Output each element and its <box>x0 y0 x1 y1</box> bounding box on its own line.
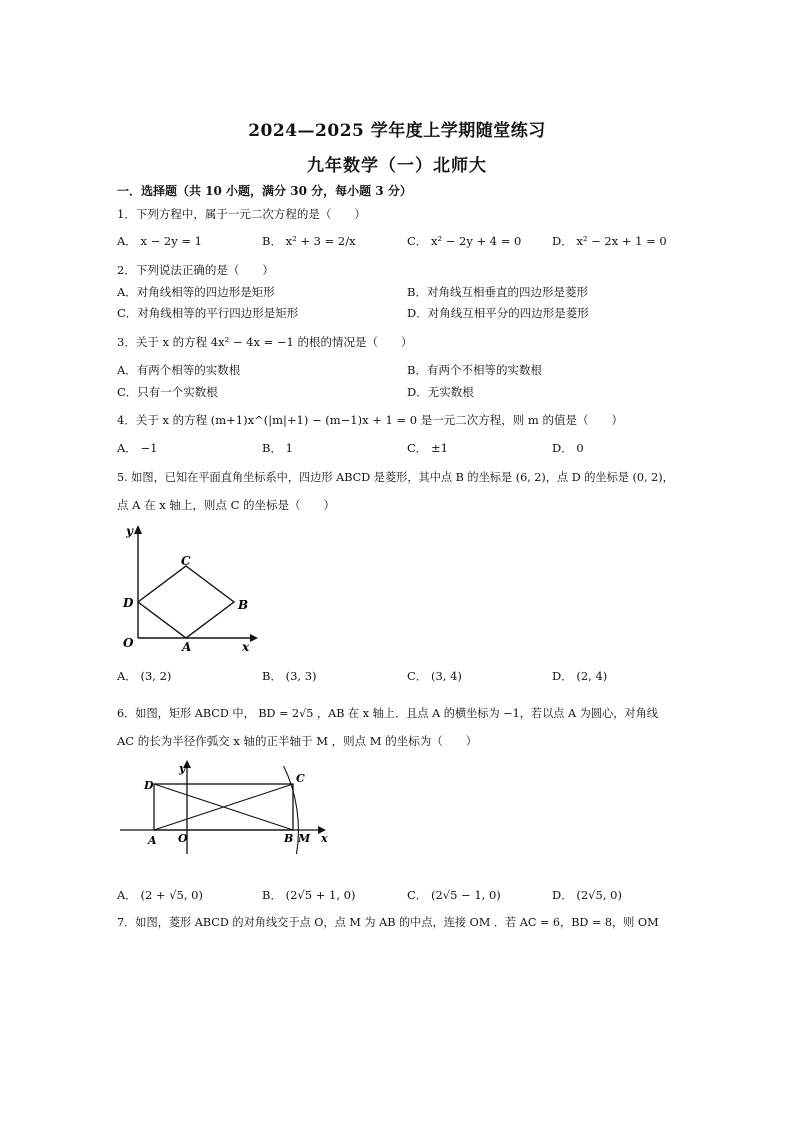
question-4-stem: 4．关于 x 的方程 (m+1)x^(|m|+1) − (m−1)x + 1 = 0 是一元二次方程，则 m 的值是（ ） <box>117 413 623 427</box>
page-subtitle: 九年数学（一）北师大 <box>307 156 487 176</box>
question-5-option-b: B． (3, 3) <box>262 669 317 683</box>
origin-label: O <box>123 636 134 650</box>
point-a-label: A <box>182 640 192 654</box>
question-2-option-d: D．对角线互相平分的四边形是菱形 <box>407 306 589 320</box>
point-m-label: M <box>298 832 311 845</box>
y-axis-label: y <box>179 762 186 775</box>
question-5-option-d: D． (2, 4) <box>552 669 608 683</box>
question-3-stem: 3．关于 x 的方程 4x² − 4x = −1 的根的情况是（ ） <box>117 335 413 349</box>
question-6-option-c: C． (2√5 − 1, 0) <box>407 888 501 902</box>
question-6-option-b: B． (2√5 + 1, 0) <box>262 888 356 902</box>
question-1-option-d: D． x² − 2x + 1 = 0 <box>552 234 667 248</box>
question-1-option-b: B． x² + 3 = 2/x <box>262 234 356 248</box>
question-1-stem: 1．下列方程中，属于一元二次方程的是（ ） <box>117 207 366 221</box>
question-2-stem: 2．下列说法正确的是（ ） <box>117 263 274 277</box>
question-6-stem-line-1: 6．如图，矩形 ABCD 中， BD = 2√5 ，AB 在 x 轴上．且点 A 的横坐标为 −1，若以点 A 为圆心，对角线 <box>117 707 658 720</box>
question-4-option-d: D． 0 <box>552 441 584 455</box>
section-heading: 一．选择题（共 10 小题，满分 30 分，每小题 3 分） <box>117 184 412 198</box>
question-5-option-c: C． (3, 4) <box>407 669 462 683</box>
point-c-label: C <box>296 772 305 785</box>
point-b-label: B <box>284 832 294 845</box>
point-a-label: A <box>148 834 157 847</box>
question-5-figure <box>116 520 266 656</box>
question-3-option-b: B．有两个不相等的实数根 <box>407 363 542 377</box>
question-5-option-a: A． (3, 2) <box>117 669 172 683</box>
question-3-option-a: A．有两个相等的实数根 <box>117 363 241 377</box>
question-3-option-c: C．只有一个实数根 <box>117 385 218 399</box>
question-3-option-d: D．无实数根 <box>407 385 474 399</box>
question-4-option-b: B． 1 <box>262 441 293 455</box>
question-1-option-a: A． x − 2y = 1 <box>117 234 202 248</box>
question-6-option-a: A． (2 + √5, 0) <box>117 888 203 902</box>
question-5-stem-line-2: 点 A 在 x 轴上，则点 C 的坐标是（ ） <box>117 498 336 512</box>
question-2-option-a: A．对角线相等的四边形是矩形 <box>117 285 275 299</box>
x-axis-label: x <box>321 832 328 845</box>
question-6-stem-line-2: AC 的长为半径作弧交 x 轴的正半轴于 M ，则点 M 的坐标为（ ） <box>117 734 478 748</box>
point-b-label: B <box>238 598 249 612</box>
question-4-option-a: A． −1 <box>117 441 158 455</box>
y-axis-arrow <box>134 525 142 534</box>
question-6-figure <box>116 758 336 858</box>
question-2-option-b: B．对角线互相垂直的四边形是菱形 <box>407 285 588 299</box>
rhombus-abcd <box>138 566 234 638</box>
question-6-option-d: D． (2√5, 0) <box>552 888 622 902</box>
question-2-option-c: C．对角线相等的平行四边形是矩形 <box>117 306 299 320</box>
question-4-option-c: C． ±1 <box>407 441 448 455</box>
question-5-stem-line-1: 5. 如图，已知在平面直角坐标系中，四边形 ABCD 是菱形，其中点 B 的坐标是 (6, 2)，点 D 的坐标是 (0, 2)， <box>117 471 674 484</box>
y-axis-label: y <box>126 524 133 538</box>
point-d-label: D <box>144 779 154 792</box>
x-axis-arrow <box>250 634 258 642</box>
origin-label: O <box>178 832 188 845</box>
point-c-label: C <box>181 554 191 568</box>
point-d-label: D <box>123 596 134 610</box>
question-1-option-c: C． x² − 2y + 4 = 0 <box>407 234 522 248</box>
x-axis-label: x <box>242 640 250 654</box>
question-7-stem: 7．如图，菱形 ABCD 的对角线交于点 O，点 M 为 AB 的中点，连接 OM ．若 AC = 6，BD = 8，则 OM <box>117 916 659 929</box>
page-title: 2024—2025 学年度上学期随堂练习 <box>248 121 546 141</box>
